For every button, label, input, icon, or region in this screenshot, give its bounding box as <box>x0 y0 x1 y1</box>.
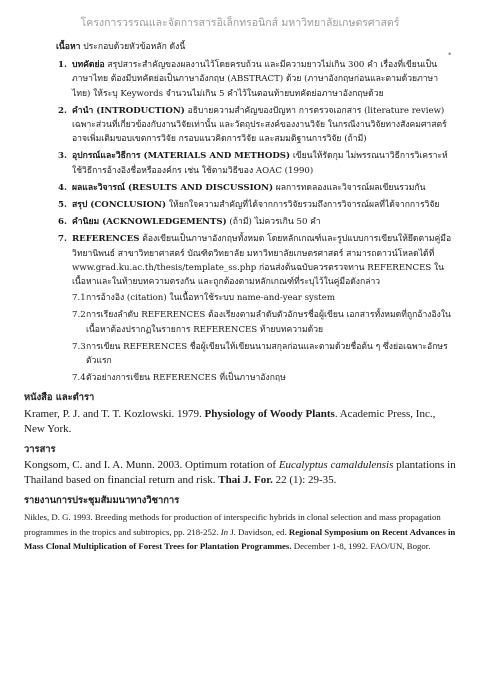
sub-text: การอ้างอิง (citation) ในเนื้อหาใช้ระบบ name-and-year system <box>86 293 335 304</box>
item-title: ผลและวิจารณ์ (RESULTS AND DISCUSSION) <box>72 182 274 193</box>
ref-date-place: December 1-8, 1992. FAO/UN, Bogor. <box>291 541 431 552</box>
list-item <box>24 215 456 229</box>
item-text: อธิบายความสำคัญของปัญหา การตรวจเอกสาร (literature review) เฉพาะส่วนที่เกี่ยวข้องกับงานวิจัยเท่านั้น และวัตถุประสงค์ของงานวิจัย ในกรณีงานวิจัยทางสังคมศาสตร์อาจเพิ่มเติมขอบเขตการวิจัย กรอบแนวคิดการวิจัย และสมมติฐานการวิจัย (ถ้ามี) <box>72 105 447 145</box>
ref-title: Physiology of Woody Plants <box>204 407 335 420</box>
intro-text: ประกอบด้วยหัวข้อหลัก ดังนี้ <box>80 42 186 52</box>
book-reference <box>24 407 456 437</box>
sub-number: 7.3 <box>72 341 86 352</box>
ref-authors: Kongsom, C. and I. A. Munn. 2003. Optimum rotation of <box>24 458 279 471</box>
margin-mark: • <box>447 50 452 59</box>
sub-text: การเขียน REFERENCES ชื่อผู้เขียนให้เขียนนามสกุลก่อนและตามด้วยชื่อต้น ๆ ซึ่งย่อเฉพาะอักษรตัวแรก <box>86 341 448 367</box>
ref-in: In <box>220 526 229 537</box>
sub-text: การเรียงลำดับ REFERENCES ต้องเรียงตามลำดับตัวอักษรชื่อผู้เขียน เอกสารทั้งหมดที่ถูกอ้างอิงในเนื้อหาต้องปรากฏในรายการ REFERENCES ท้ายบทความด้วย <box>86 310 451 335</box>
ref-publisher: . Academic Press, Inc., New York. <box>24 407 436 435</box>
document-body <box>24 40 456 554</box>
ref-authors: Kramer, P. J. and T. T. Kozlowski. 1979. <box>24 407 205 420</box>
item-text: ต้องเขียนเป็นภาษาอังกฤษทั้งหมด โดยหลักเกณฑ์และรูปแบบการเขียนให้ยึดตามคู่มือวิทยานิพนธ์ สาขาวิทยาศาสตร์ บัณฑิตวิทยาลัย มหาวิทยาลัยเกษตรศาสตร์ สามารถดาวน์โหลดได้ที่ www.grad.ku.ac.th/thesis/template_ss.php ก่อนส่งต้นฉบับควรตรวจทาน REFERENCES ในเนื้อหาและในท้ายบทความตรงกัน และถูกต้องตามหลักเกณฑ์ที่ระบุไว้ในคู่มือดังกล่าว <box>72 234 452 288</box>
content-intro <box>56 40 456 54</box>
item-number: 5. <box>58 200 67 211</box>
list-item <box>24 232 456 385</box>
list-item <box>24 104 456 147</box>
ref-journal: Thai J. For. <box>218 473 273 486</box>
item-text: สรุปสาระสำคัญของผลงานไว้โดยครบถ้วน และมีความยาวไม่เกิน 300 คำ เรื่องที่เขียนเป็นภาษาไทย ต้องมีบทคัดย่อเป็นภาษาอังกฤษ (ABSTRACT) ด้วย (ภาษาอังกฤษก่อนและตามด้วยภาษาไทย) ให้ระบุ Keywords จำนวนไม่เกิน 5 คำไว้ในตอนท้ายบทคัดย่อภาษาอังกฤษด้วย <box>72 60 439 99</box>
item-text: ผลการทดลองและวิจารณ์ผลเขียนรวมกัน <box>273 182 426 193</box>
item-text: เขียนให้รัดกุม ไม่พรรณนาวิธีการวิเคราะห์ ใช้วิธีการอ้างอิงชื่อหรือองค์กร เช่น ใช้ตามวิธีของ AOAC (1990) <box>72 151 448 176</box>
ref-editor: J. Davidson, ed. <box>228 526 289 537</box>
sub-list <box>72 291 456 385</box>
conference-reference <box>24 510 456 554</box>
ref-volume: 22 (1): 29-35. <box>272 473 337 486</box>
page-header: โครงการวรรณและจัดการสารอิเล็กทรอนิกส์ มหาวิทยาลัยเกษตรศาสตร์ <box>80 17 400 29</box>
item-text: ให้ยกใจความสำคัญที่ได้จากการวิจัยรวมถึงการวิจารณ์ผลที่ได้จากการวิจัย <box>166 200 440 211</box>
item-number: 6. <box>58 217 67 228</box>
sub-number: 7.2 <box>72 310 86 321</box>
list-item <box>24 58 456 101</box>
ref-proceedings: Regional Symposium on Recent Advances in Mass Clonal Multiplication of Forest Trees for Plantation Programmes. <box>24 526 456 552</box>
list-item <box>24 149 456 177</box>
sub-number: 7.4 <box>72 373 86 384</box>
ref-authors-title: Nikles, D. G. 1993. Breeding methods for production of interspecific hybrids in clonal selection and mass propagation programmes in the tropics and subtropics, pp. 218-252. <box>24 512 441 537</box>
item-title: คำนิยม (ACKNOWLEDGEMENTS) <box>72 217 227 228</box>
sub-item <box>72 291 456 305</box>
item-number: 7. <box>58 234 67 245</box>
list-item <box>24 181 456 195</box>
item-title: REFERENCES <box>72 234 140 245</box>
ref-species: Eucalyptus camaldulensis <box>278 458 394 471</box>
sub-item <box>72 308 456 336</box>
sub-item <box>72 340 456 368</box>
book-heading: หนังสือ และตำรา <box>24 392 95 404</box>
list-item <box>24 198 456 212</box>
item-number: 3. <box>58 151 67 162</box>
item-number: 4. <box>58 182 67 193</box>
intro-label: เนื้อหา <box>56 42 81 52</box>
sub-text: ตัวอย่างการเขียน REFERENCES ที่เป็นภาษาอังกฤษ <box>86 373 286 384</box>
item-number: 2. <box>58 105 67 116</box>
ref-title: plantations in Thailand based on financial return and risk. <box>24 458 456 486</box>
item-title: บทคัดย่อ <box>72 60 105 71</box>
item-text: (ถ้ามี) ไม่ควรเกิน 50 คำ <box>226 217 321 228</box>
item-title: สรุป (CONCLUSION) <box>72 200 167 211</box>
item-title: อุปกรณ์และวิธีการ (MATERIALS AND METHODS) <box>72 151 291 162</box>
journal-heading: วารสาร <box>24 443 56 455</box>
item-title: คำนำ (INTRODUCTION) <box>72 105 185 116</box>
item-number: 1. <box>58 60 67 71</box>
section-list <box>24 58 456 385</box>
journal-reference <box>24 458 456 488</box>
conference-heading: รายงานการประชุมสัมมนาทางวิชาการ <box>24 494 180 506</box>
sub-item <box>72 371 456 385</box>
sub-number: 7.1 <box>72 293 86 304</box>
